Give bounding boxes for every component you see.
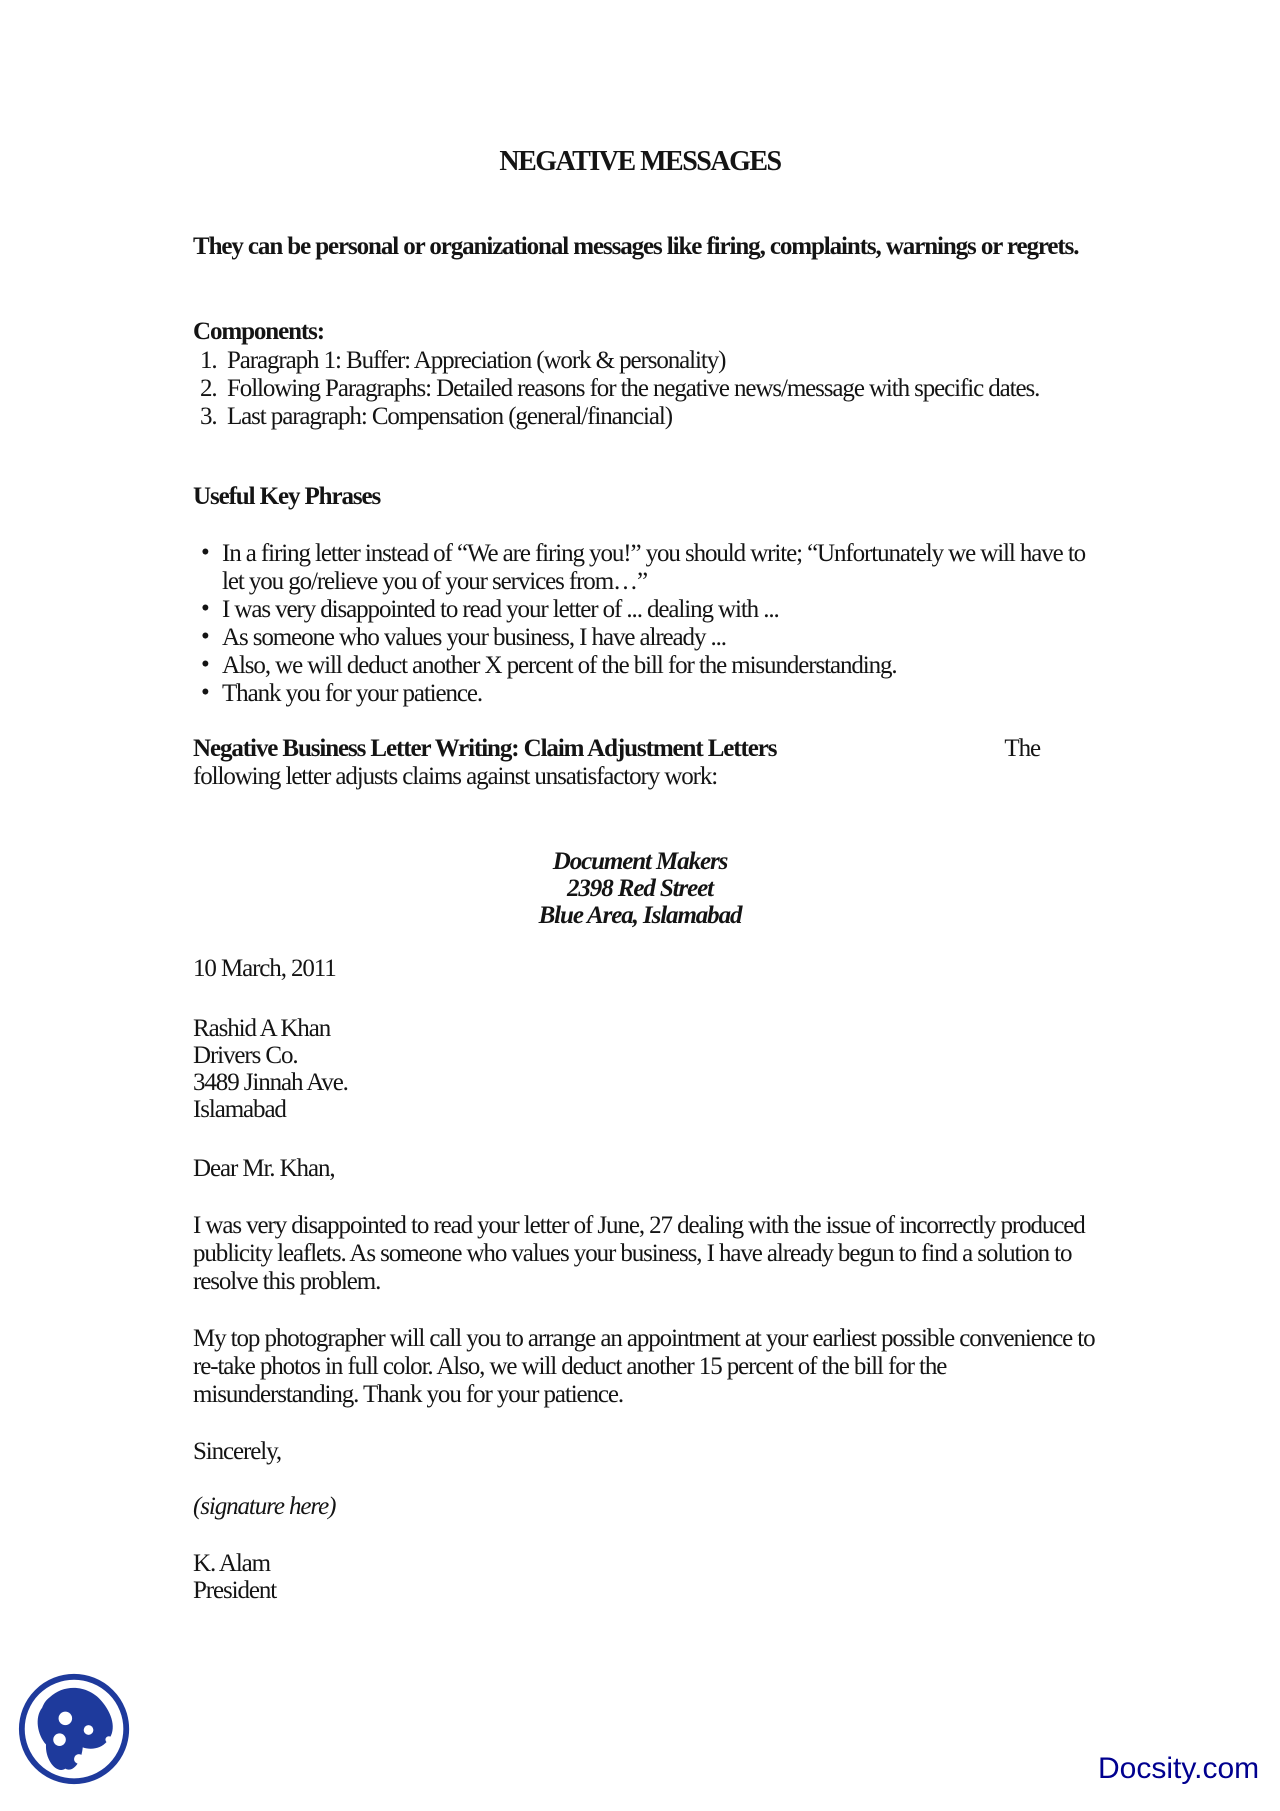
signature-placeholder: (signature here) <box>193 1493 336 1520</box>
list-item <box>193 347 1098 375</box>
components-heading: Components: <box>193 318 324 345</box>
list-item-text: Last paragraph: Compensation (general/financial) <box>227 403 672 430</box>
signer-name: K. Alam <box>193 1550 271 1577</box>
letter-closing: Sincerely, <box>193 1438 282 1465</box>
intro-paragraph: They can be personal or organizational messages like firing, complaints, warnings or regrets. <box>193 233 1079 260</box>
claim-subtext: following letter adjusts claims against unsatisfactory work: <box>193 763 718 790</box>
list-item-text: I was very disappointed to read your letter of ... dealing with ... <box>222 596 779 623</box>
list-item <box>193 403 1098 431</box>
list-item <box>193 375 1098 403</box>
page-title: NEGATIVE MESSAGES <box>499 146 781 177</box>
list-item-text: Following Paragraphs: Detailed reasons for the negative news/message with specific dates. <box>227 375 1040 402</box>
letterhead-city: Blue Area, Islamabad <box>538 902 742 929</box>
list-item-number: 2. <box>200 375 217 402</box>
bullet-icon: • <box>201 651 209 678</box>
bullet-icon: • <box>201 623 209 650</box>
letter-body-paragraph: My top photographer will call you to arrange an appointment at your earliest possible convenience to re-take photos in full color. Also, we will deduct another 15 percent of the bill for the misunderstanding. Thank you for your patience. <box>193 1325 1095 1408</box>
letterhead-street: 2398 Red Street <box>567 875 713 902</box>
list-item <box>193 540 1098 596</box>
signature-block <box>193 1550 1098 1604</box>
recipient-city: Islamabad <box>193 1096 286 1123</box>
salutation: Dear Mr. Khan, <box>193 1155 335 1182</box>
letterhead-company: Document Makers <box>552 848 728 875</box>
list-item-text: In a firing letter instead of “We are firing you!” you should write; “Unfortunately we will have to let you go/relieve you of your services from…” <box>222 540 1086 595</box>
bullet-icon: • <box>201 595 209 622</box>
recipient-block <box>193 1015 1098 1123</box>
docsity-logo-icon <box>17 1671 133 1789</box>
list-item <box>193 596 1098 624</box>
list-item-text: Paragraph 1: Buffer: Appreciation (work & personality) <box>227 347 726 374</box>
list-item <box>193 624 1098 652</box>
recipient-company: Drivers Co. <box>193 1042 298 1069</box>
list-item-number: 1. <box>200 347 217 374</box>
letterhead <box>0 848 1280 929</box>
claim-heading-tail: The <box>1004 735 1040 762</box>
claim-heading-line <box>193 735 1098 763</box>
claim-section <box>193 735 1098 791</box>
list-item <box>193 680 1098 708</box>
list-item <box>193 652 1098 680</box>
components-list <box>193 347 1098 431</box>
letter-date: 10 March, 2011 <box>193 955 336 982</box>
key-phrases-heading: Useful Key Phrases <box>193 483 381 510</box>
bullet-icon: • <box>201 679 209 706</box>
key-phrases-list <box>193 540 1098 708</box>
list-item-text: Thank you for your patience. <box>222 680 483 707</box>
signer-title: President <box>193 1577 277 1604</box>
recipient-street: 3489 Jinnah Ave. <box>193 1069 348 1096</box>
letter-body-paragraph: I was very disappointed to read your letter of June, 27 dealing with the issue of incorrectly produced publicity leaflets. As someone who values your business, I have already begun to find a solution to resolve this problem. <box>193 1212 1085 1295</box>
bullet-icon: • <box>201 539 209 566</box>
recipient-name: Rashid A Khan <box>193 1015 331 1042</box>
list-item-number: 3. <box>200 403 217 430</box>
list-item-text: Also, we will deduct another X percent of the bill for the misunderstanding. <box>222 652 897 679</box>
list-item-text: As someone who values your business, I have already ... <box>222 624 726 651</box>
docsity-brand-link[interactable]: Docsity.com <box>1098 1752 1260 1785</box>
claim-heading: Negative Business Letter Writing: Claim Adjustment Letters <box>193 735 777 762</box>
